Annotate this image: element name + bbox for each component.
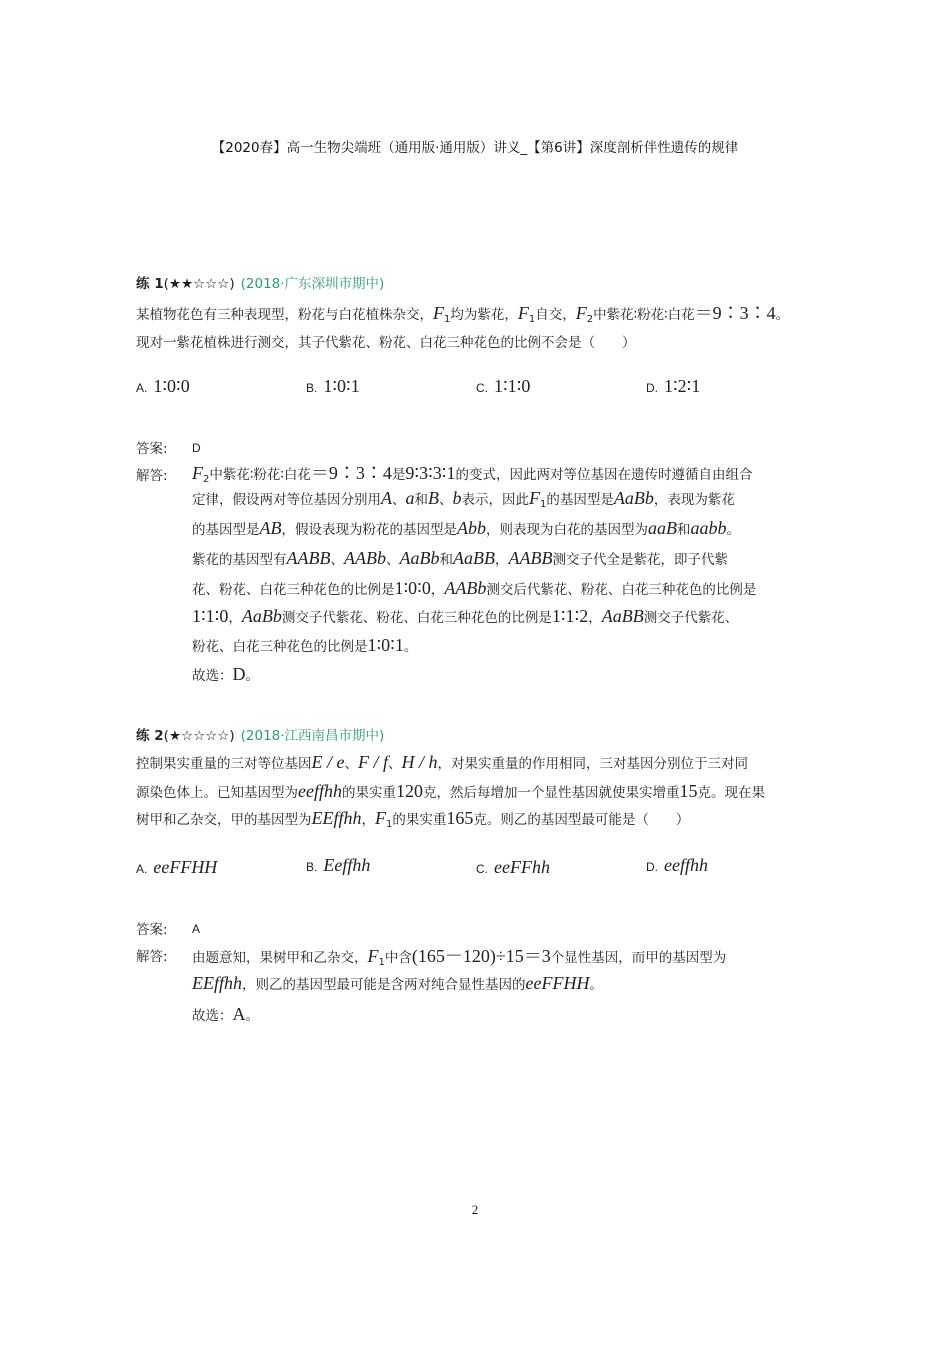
solution-label: 解答: <box>136 468 168 484</box>
page-header-title: 【2020春】高一生物尖端班（通用版·通用版）讲义_【第6讲】深度剖析伴性遗传的规律 <box>211 140 739 156</box>
solution-1-line-7: 粉花、白花三种花色的比例是1∶0∶1。 <box>192 635 418 655</box>
answer-label: 答案: <box>136 922 168 938</box>
question-2-line-2: 源染色体上。已知基因型为eeffhh的果实重120克，然后每增加一个显性基因就使果实增重15克。现在果 <box>136 781 765 801</box>
option-b[interactable]: B. 1∶0∶1 <box>306 376 360 396</box>
option-a[interactable]: A. eeFFHH <box>136 857 218 877</box>
option-a[interactable]: A. 1∶0∶0 <box>136 376 190 396</box>
exercise-label: 练 2 <box>136 728 164 744</box>
exercise-1-title <box>136 272 384 292</box>
solution-1-line-1: $F_2$中紫花∶粉花∶白花＝9∶3∶4是9∶3∶3∶1的变式，因此两对等位基因在遗传时遵循自由组合 <box>192 463 753 485</box>
option-c[interactable]: C. 1∶1∶0 <box>476 376 531 396</box>
solution-2-line-3: 故选：A。 <box>192 1004 259 1024</box>
exercise-source: (2018·江西南昌市期中) <box>240 728 385 744</box>
option-d[interactable]: D. eeffhh <box>646 855 708 875</box>
question-2-line-1: 控制果实重量的三对等位基因E / e、F / f、H / h，对果实重量的作用相同，三对基因分别位于三对同 <box>136 752 748 772</box>
solution-2-line-1: 由题意知，果树甲和乙杂交，$F_1$中含(165－120)÷15＝3个显性基因，而甲的基因型为 <box>192 946 727 968</box>
question-1-line-1: 某植物花色有三种表现型，粉花与白花植株杂交，$F_1$均为紫花，$F_1$自交，$F_2$中紫花∶粉花∶白花＝9∶3∶4。 <box>136 303 790 325</box>
question-1-line-2: 现对一紫花植株进行测交，其子代紫花、粉花、白花三种花色的比例不会是（ ） <box>136 335 636 351</box>
option-d[interactable]: D. 1∶2∶1 <box>646 376 701 396</box>
exercise-2-title <box>136 724 384 744</box>
difficulty-stars: (★★☆☆☆) <box>163 276 235 292</box>
answer-label: 答案: <box>136 441 168 457</box>
answer-value: D <box>192 441 201 455</box>
answer-value: A <box>192 922 201 936</box>
exercise-source: (2018·广东深圳市期中) <box>240 276 385 292</box>
solution-1-line-3: 的基因型是AB，假设表现为粉花的基因型是Abb，则表现为白花的基因型为aaB和aabb。 <box>192 518 740 538</box>
solution-1-line-6: 1∶1∶0，AaBb测交子代紫花、粉花、白花三种花色的比例是1∶1∶2，AaBB测交子代紫花、 <box>192 606 739 626</box>
page-number: 2 <box>471 1202 479 1217</box>
option-b[interactable]: B. Eeffhh <box>306 855 371 875</box>
solution-2-line-2: EEffhh，则乙的基因型最可能是含两对纯合显性基因的eeFFHH。 <box>192 973 603 993</box>
option-c[interactable]: C. eeFFhh <box>476 857 550 877</box>
question-2-line-3: 树甲和乙杂交，甲的基因型为EEffhh，$F_1$的果实重165克。则乙的基因型最可能是（ ） <box>136 808 690 830</box>
solution-1-line-4: 紫花的基因型有AABB、AABb、AaBb和AaBB，AABB测交子代全是紫花，即子代紫 <box>192 548 728 568</box>
solution-1-line-2: 定律，假设两对等位基因分别用A、a和B、b表示，因此$F_1$的基因型是AaBb，表现为紫花 <box>192 488 735 510</box>
solution-1-line-8: 故选：D。 <box>192 664 259 684</box>
solution-1-line-5: 花、粉花、白花三种花色的比例是1∶0∶0，AABb测交后代紫花、粉花、白花三种花色的比例是 <box>192 578 757 598</box>
exercise-label: 练 1 <box>136 276 164 292</box>
difficulty-stars: (★☆☆☆☆) <box>163 728 235 744</box>
solution-label: 解答: <box>136 949 168 965</box>
